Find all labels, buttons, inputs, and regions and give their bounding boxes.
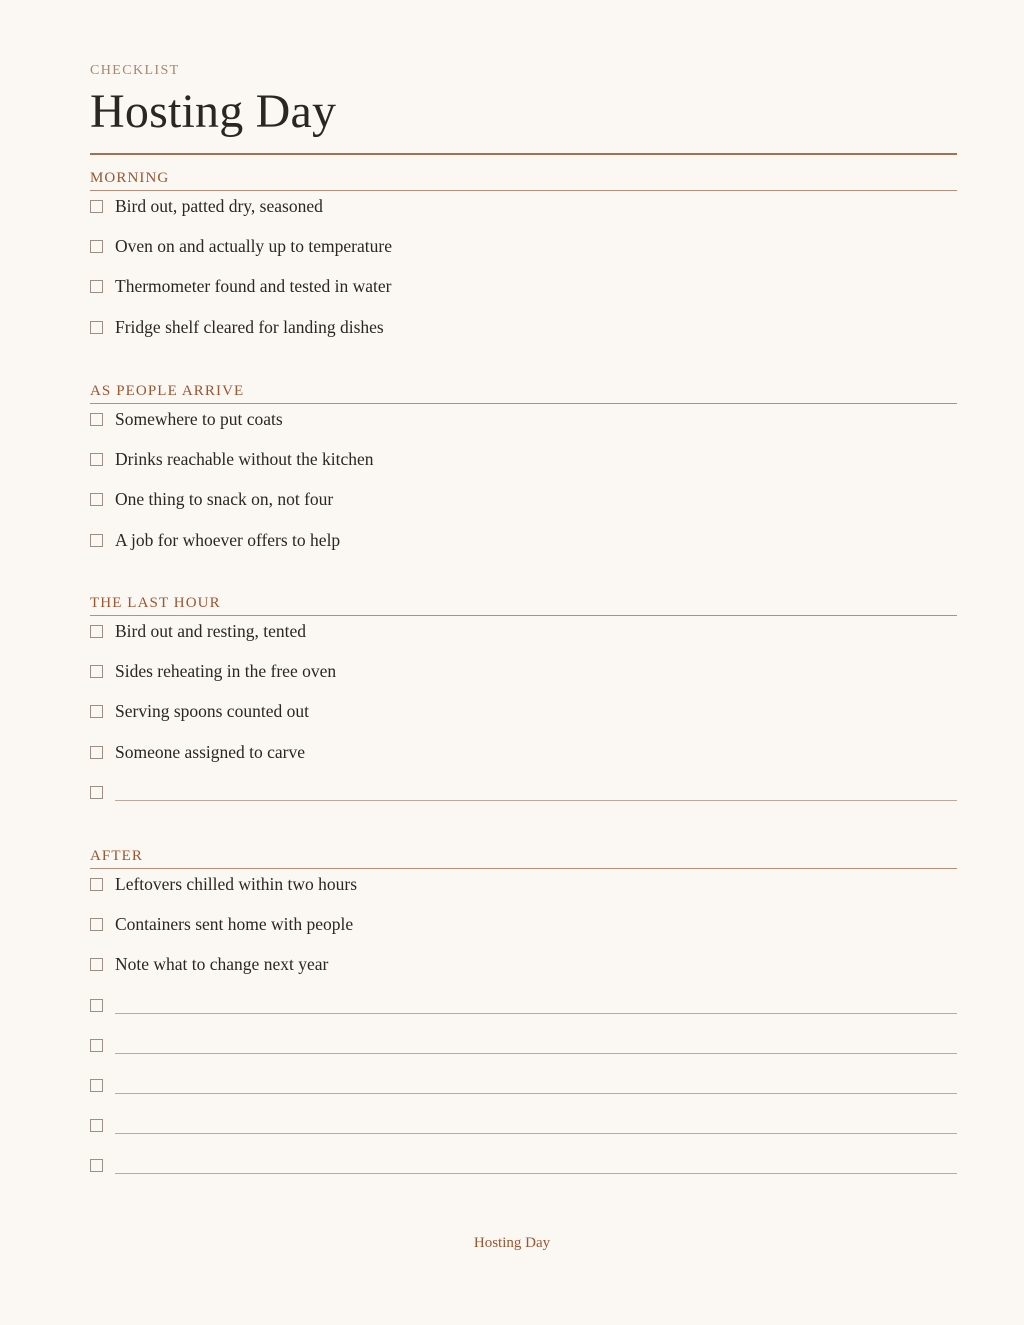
blank-checklist-item — [90, 993, 957, 1033]
checklist-item-label: One thing to snack on, not four — [115, 489, 334, 510]
checklist-item — [90, 274, 957, 314]
checklist-item — [90, 315, 957, 355]
write-in-line[interactable] — [115, 1013, 957, 1014]
checkbox[interactable] — [90, 1039, 103, 1052]
checklist-item-label: Note what to change next year — [115, 954, 329, 975]
checklist-item — [90, 659, 957, 699]
blank-checklist-item — [90, 1113, 957, 1153]
checklist-item — [90, 619, 957, 659]
checkbox[interactable] — [90, 958, 103, 971]
section-heading: MORNING — [90, 169, 957, 191]
write-in-line[interactable] — [115, 1173, 957, 1174]
checklist-item-label: Sides reheating in the free oven — [115, 661, 337, 682]
write-in-line[interactable] — [115, 800, 957, 801]
blank-checklist-item — [90, 1073, 957, 1113]
blank-checklist-item — [90, 1033, 957, 1073]
checkbox[interactable] — [90, 665, 103, 678]
blank-checklist-item — [90, 780, 957, 820]
checkbox[interactable] — [90, 240, 103, 253]
section-as-people-arrive — [90, 382, 957, 568]
title-divider — [90, 153, 957, 155]
checklist-item — [90, 407, 957, 447]
item-list — [90, 872, 957, 1194]
item-list — [90, 407, 957, 568]
blank-checklist-item — [90, 1153, 957, 1193]
section-the-last-hour — [90, 594, 957, 820]
checkbox[interactable] — [90, 746, 103, 759]
checkbox[interactable] — [90, 1079, 103, 1092]
checklist-item — [90, 234, 957, 274]
checkbox[interactable] — [90, 918, 103, 931]
checklist-item — [90, 194, 957, 234]
checklist-item-label: Leftovers chilled within two hours — [115, 874, 358, 894]
checkbox[interactable] — [90, 321, 103, 334]
checkbox[interactable] — [90, 1159, 103, 1172]
write-in-line[interactable] — [115, 1133, 957, 1134]
checkbox[interactable] — [90, 999, 103, 1012]
checkbox[interactable] — [90, 413, 103, 426]
section-morning — [90, 169, 957, 355]
checklist-item — [90, 447, 957, 487]
checklist-item — [90, 912, 957, 952]
checklist-item-label: Bird out and resting, tented — [115, 621, 307, 641]
checklist-item-label: Drinks reachable without the kitchen — [115, 449, 374, 470]
item-list — [90, 619, 957, 820]
checklist-item — [90, 740, 957, 780]
item-list — [90, 194, 957, 355]
checklist-item-label: A job for whoever offers to help — [115, 529, 341, 550]
section-after — [90, 847, 957, 1194]
checkbox[interactable] — [90, 786, 103, 799]
checklist-item-label: Someone assigned to carve — [115, 741, 306, 762]
checkbox[interactable] — [90, 1119, 103, 1132]
checklist-item — [90, 528, 957, 568]
checklist-item-label: Thermometer found and tested in water — [115, 276, 392, 297]
page-title: Hosting Day — [90, 85, 337, 138]
checklist-item — [90, 872, 957, 912]
eyebrow-label: CHECKLIST — [90, 63, 180, 78]
checklist-item — [90, 487, 957, 527]
checkbox[interactable] — [90, 705, 103, 718]
checklist-item-label: Fridge shelf cleared for landing dishes — [115, 316, 384, 337]
checklist-item-label: Somewhere to put coats — [115, 409, 283, 429]
write-in-line[interactable] — [115, 1053, 957, 1054]
checklist-item — [90, 699, 957, 739]
section-heading: THE LAST HOUR — [90, 594, 957, 616]
section-heading: AFTER — [90, 847, 957, 869]
checkbox[interactable] — [90, 625, 103, 638]
write-in-line[interactable] — [115, 1093, 957, 1094]
checklist-page — [90, 0, 957, 1325]
checkbox[interactable] — [90, 878, 103, 891]
section-heading: AS PEOPLE ARRIVE — [90, 382, 957, 404]
checkbox[interactable] — [90, 493, 103, 506]
checkbox[interactable] — [90, 534, 103, 547]
checklist-item-label: Bird out, patted dry, seasoned — [115, 196, 323, 216]
page-footer: Hosting Day — [473, 1235, 551, 1251]
checkbox[interactable] — [90, 200, 103, 213]
checklist-item — [90, 952, 957, 992]
checkbox[interactable] — [90, 280, 103, 293]
checkbox[interactable] — [90, 453, 103, 466]
checklist-item-label: Containers sent home with people — [115, 914, 354, 935]
checklist-item-label: Serving spoons counted out — [115, 701, 309, 722]
checklist-item-label: Oven on and actually up to temperature — [115, 236, 392, 257]
